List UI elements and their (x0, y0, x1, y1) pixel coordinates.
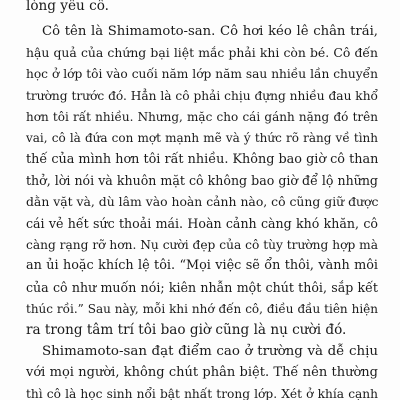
text-line-11: cái vẻ hết sức thoải mái. Hoàn cảnh càng khó khăn, cô (26, 216, 378, 231)
text-line-6: hơn tôi rất nhiều. Nhưng, mặc cho cái gánh nặng đó trên (26, 110, 378, 124)
text-line-10: dằn vặt và, dù lâm vào hoàn cảnh nào, cô cũng giữ được (26, 194, 379, 209)
text-line-7: vai, cô là đứa con mợt mạnh mẽ và ý thức rõ ràng về tình (26, 131, 378, 145)
text-line-9: thở, lời nói và khuôn mặt cô không bao giờ để lộ những (26, 173, 378, 188)
text-line-2: Cô tên là Shimamoto-san. Cô hơi kéo lê chân trái, (42, 24, 378, 39)
text-line-14: của cô như muốn nói; kiên nhẫn một chút thôi, sắp kết (26, 280, 378, 295)
text-line-16: ra trong tâm trí tôi bao giờ cũng là nụ cười đó. (26, 322, 347, 338)
text-line-19: thì cô là học sinh nổi bật nhất trong lớp. Xét ở khía cạnh (26, 387, 378, 400)
text-line-3: hậu quả của chứng bại liệt mắc phải khi còn bé. Cô đến (26, 45, 378, 60)
text-line-5: trường trước đó. Hẳn là cô phải chịu đựng nhiều đau khổ (26, 89, 378, 103)
text-line-4: học ở lớp tôi vào cuối năm lớp năm sau nhiều lần chuyển (26, 67, 378, 81)
text-line-12: càng rạng rỡ hơn. Nụ cười đẹp của cô tùy trường hợp mà (26, 238, 378, 252)
text-line-8: thế của mình hơn tôi rất nhiều. Không bao giờ cô than (26, 152, 379, 167)
text-line-18: với mọi người, không chút phân biệt. Thế nên thường (26, 365, 378, 380)
text-line-17: Shimamoto-san đạt điểm cao ở trường và dễ chịu (42, 344, 378, 359)
text-line-15: thúc rồi.” Sau này, mỗi khi nhớ đến cô, điều đầu tiên hiện (26, 302, 378, 316)
text-line-13: an ủi hoặc khích lệ tôi. “Mọi việc sẽ ổn thôi, vành môi (26, 258, 378, 273)
text-line-1: lòng yêu cô. (26, 0, 109, 14)
